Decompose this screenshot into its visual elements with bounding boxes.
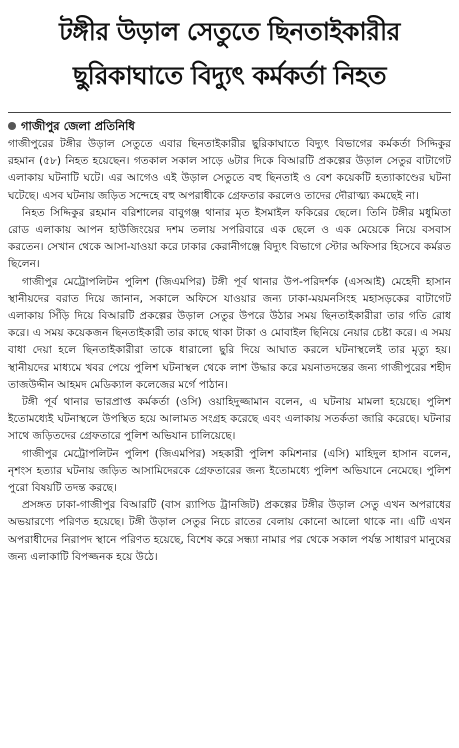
- headline-line-2: ছুরিকাঘাতে বিদ্যুৎ কর্মকর্তা নিহত: [72, 61, 387, 90]
- headline: [8, 10, 451, 98]
- paragraph: টঙ্গী পূর্ব থানার ভারপ্রাপ্ত কর্মকর্তা (ওসি) ওয়াহিদুজ্জামান বলেন, এ ঘটনায় মামলা হয়েছে। পুলিশ ইতোমধ্যেই ঘটনাস্থলে উপস্থিত হয়ে আলামত সংগ্রহ করেছে এবং এলাকায় সতর্কতা জারি করেছে। ঘটনার সাথে জড়িতদের গ্রেফতারে পুলিশ অভিযান চালিয়েছে।: [8, 396, 451, 443]
- bullet-icon: [8, 122, 16, 130]
- paragraph: গাজীপুর মেট্রোপলিটন পুলিশ (জিএমপির) সহকারী পুলিশ কমিশনার (এসি) মাহিদুল হাসান বলেন, নৃশংস হত্যার ঘটনায় জড়িত আসামিদেরকে গ্রেফতারের জন্য ইতোমধ্যে পুলিশ অভিযানে নেমেছে। পুলিশ পুরো বিষয়টি তদন্ত করছে।: [8, 447, 451, 495]
- article-body: [8, 136, 451, 566]
- paragraph: নিহত সিদ্দিকুর রহমান বরিশালের বাবুগঞ্জ থানার মৃত ইসমাইল ফকিরের ছেলে। তিনি টঙ্গীর মধুমিতা রোড এলাকায় আপন হাউজিংয়ের দশম তলায় সপরিবারে এক ছেলে ও এক মেয়েকে নিয়ে বসবাস করতেন। সেখান থেকে আসা-যাওয়া করে ঢাকার কেরানীগঞ্জে বিদ্যুৎ বিভাগে স্টোর অফিসার হিসেবে কর্মরত ছিলেন।: [8, 206, 451, 271]
- headline-line-1: টঙ্গীর উড়াল সেতুতে ছিনতাইকারীর: [59, 17, 400, 46]
- paragraph: প্রসঙ্গত ঢাকা-গাজীপুর বিআরটি (বাস র‍্যাপিড ট্রানজিট) প্রকল্পের টঙ্গীর উড়াল সেতু এখন অপরাধের অভয়ারণ্যে পরিণত হয়েছে। টঙ্গী উড়াল সেতুর নিচে রাতের বেলায় কোনো আলো থাকে না। এটি এখন অপরাধীদের নিরাপদ স্থানে পরিণত হয়েছে, বিশেষ করে সন্ধ্যা নামার পর থেকে সকাল পর্যন্ত সাধারণ মানুষের জন্য এলাকাটি বিপজ্জনক হয়ে উঠে।: [8, 499, 451, 563]
- paragraph: গাজীপুরের টঙ্গীর উড়াল সেতুতে এবার ছিনতাইকারীর ছুরিকাঘাতে বিদ্যুৎ বিভাগের কর্মকর্তা সিদ্দিকুর রহমান (৫৮) নিহত হয়েছেন। গতকাল সকাল সাড়ে ৬টার দিকে বিআরটি প্রকল্পের উড়াল সেতুর বাটাগেট এলাকায় ঘটনাটি ঘটে। এর আগেও এই উড়াল সেতুতে বহু ছিনতাই ও বেশ কয়েকটি হত্যাকাণ্ডের ঘটনা ঘটেছে। এসব ঘটনায় জড়িত সন্দেহে বহু অপরাধীকে গ্রেফতার করলেও তাদের দৌরাত্ম্য কমছেই না।: [8, 138, 451, 202]
- paragraph: গাজীপুর মেট্রোপলিটন পুলিশ (জিএমপির) টঙ্গী পূর্ব থানার উপ-পরিদর্শক (এসআই) মেহেদী হাসান স্থানীয়দের বরাত দিয়ে জানান, সকালে অফিসে যাওয়ার জন্য ঢাকা-ময়মনসিংহ মহাসড়কের বাটাগেট এলাকায় সিঁড়ি দিয়ে বিআরটি প্রকল্পের উড়াল সেতুর উপরে উঠার সময় ছিনতাইকারীরা তার গতি রোধ করে। এ সময় কয়েকজন ছিনতাইকারী তার কাছে থাকা টাকা ও মোবাইল ছিনিয়ে নেয়ার চেষ্টা করে। এ সময় বাধা দেয়া হলে ছিনতাইকারীরা তাকে ধারালো ছুরি দিয়ে আঘাত করলে ঘটনাস্থলেই তার মৃত্যু হয়। স্থানীয়দের মাধ্যমে খবর পেয়ে পুলিশ ঘটনাস্থল থেকে লাশ উদ্ধার করে ময়নাতদন্তের জন্য গাজীপুরের শহীদ তাজউদ্দীন আহমদ মেডিক্যাল কলেজের মর্গে পাঠান।: [8, 275, 451, 391]
- byline: [8, 118, 451, 134]
- headline-divider: [8, 112, 451, 113]
- byline-text: গাজীপুর জেলা প্রতিনিধি: [21, 119, 135, 133]
